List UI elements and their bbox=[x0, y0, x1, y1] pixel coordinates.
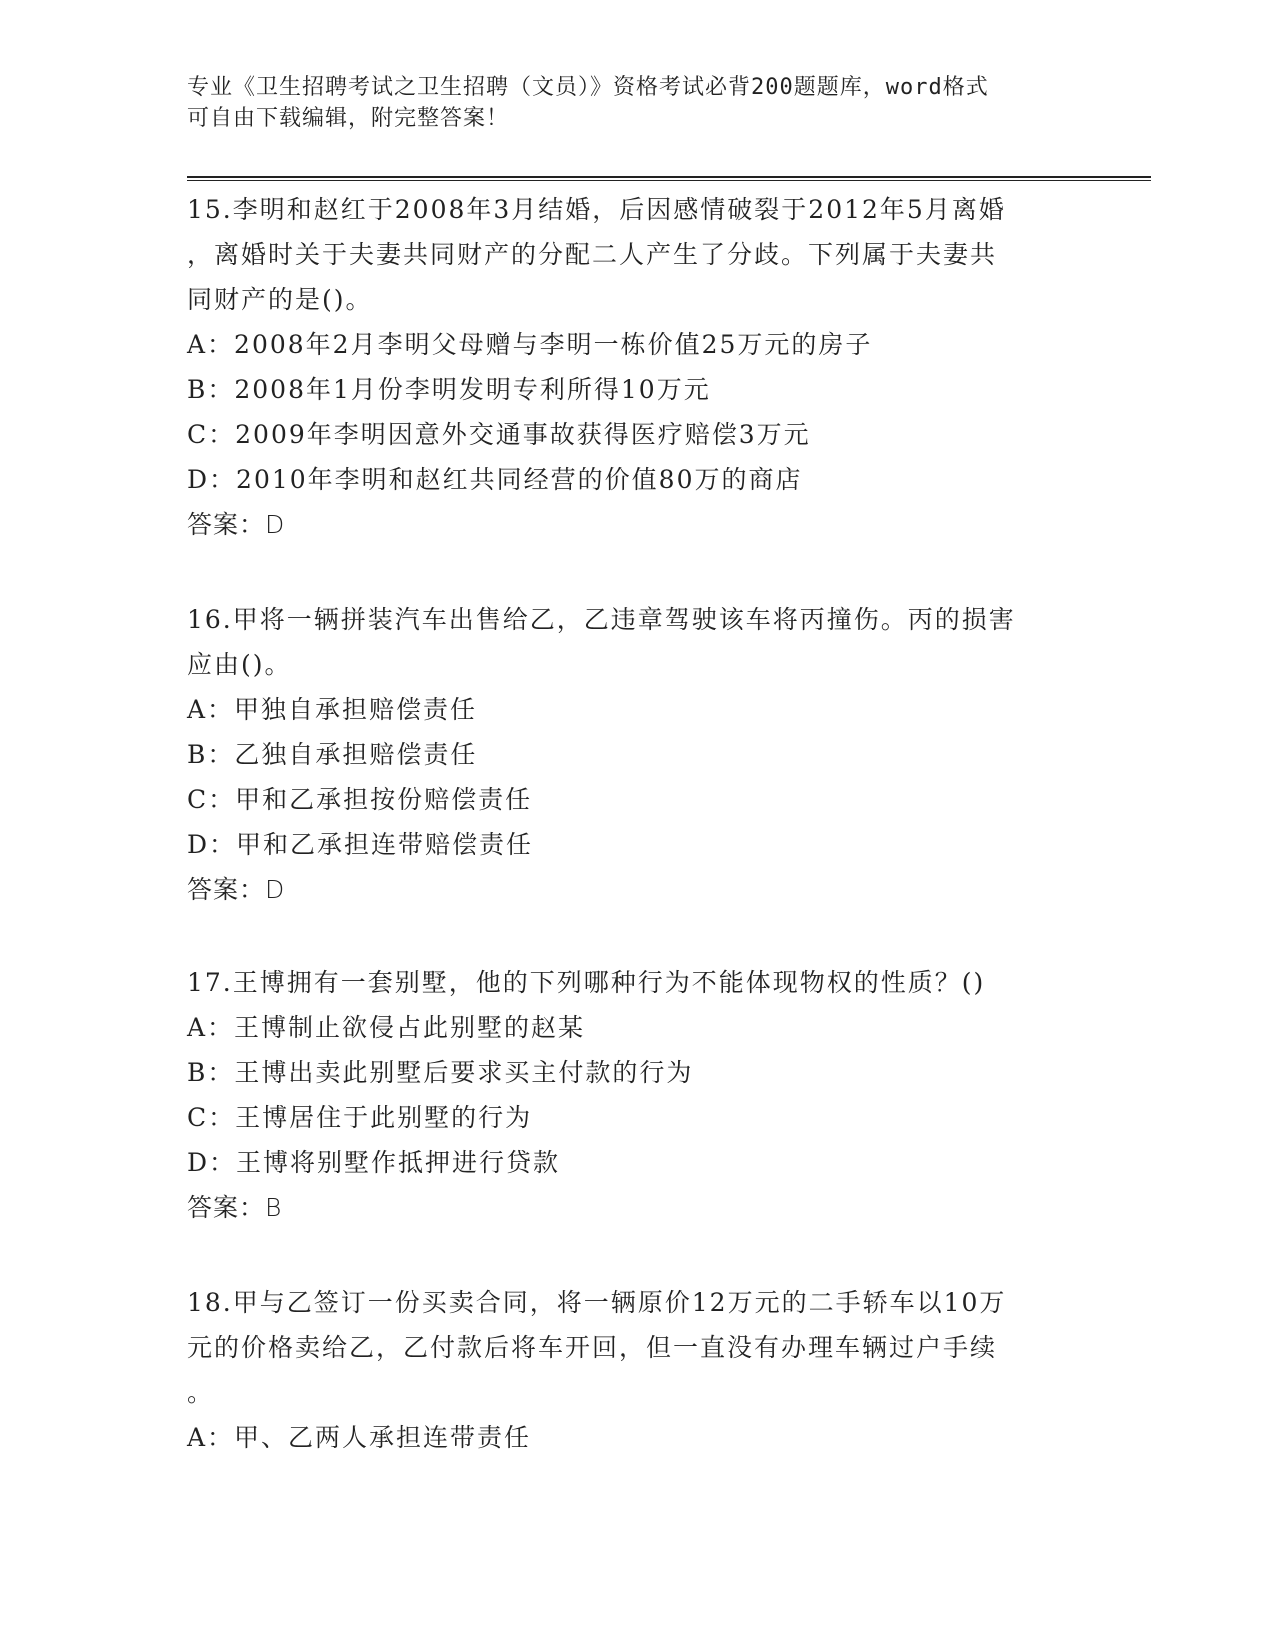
question-stem-line: 16.甲将一辆拼装汽车出售给乙，乙违章驾驶该车将丙撞伤。丙的损害 bbox=[187, 605, 1016, 634]
question-stem-line: 18.甲与乙签订一份买卖合同，将一辆原价12万元的二手轿车以10万 bbox=[187, 1288, 1007, 1317]
answer-line: 答案：D bbox=[187, 510, 286, 539]
answer-line: 答案：D bbox=[187, 875, 286, 904]
option-d: D：甲和乙承担连带赔偿责任 bbox=[187, 830, 534, 859]
question-17 bbox=[187, 960, 1067, 1230]
option-a: A：王博制止欲侵占此别墅的赵某 bbox=[187, 1013, 586, 1042]
document-header bbox=[187, 72, 1067, 134]
option-b: B：王博出卖此别墅后要求买主付款的行为 bbox=[187, 1058, 694, 1087]
question-16 bbox=[187, 597, 1067, 912]
question-stem-line: 15.李明和赵红于2008年3月结婚，后因感情破裂于2012年5月离婚 bbox=[187, 195, 1006, 224]
question-stem-line: 17.王博拥有一套别墅，他的下列哪种行为不能体现物权的性质？() bbox=[187, 968, 986, 997]
option-d: D：2010年李明和赵红共同经营的价值80万的商店 bbox=[187, 465, 803, 494]
option-a: A：甲、乙两人承担连带责任 bbox=[187, 1423, 532, 1452]
option-b: B：2008年1月份李明发明专利所得10万元 bbox=[187, 375, 711, 404]
option-d: D：王博将别墅作抵押进行贷款 bbox=[187, 1148, 561, 1177]
option-c: C：2009年李明因意外交通事故获得医疗赔偿3万元 bbox=[187, 420, 811, 449]
header-line-1: 专业《卫生招聘考试之卫生招聘（文员）》资格考试必背200题题库，word格式 bbox=[187, 75, 989, 100]
header-line-2: 可自由下载编辑，附完整答案！ bbox=[187, 106, 510, 131]
question-stem-line: 元的价格卖给乙，乙付款后将车开回，但一直没有办理车辆过户手续 bbox=[187, 1333, 998, 1362]
question-15 bbox=[187, 187, 1067, 547]
question-18 bbox=[187, 1280, 1067, 1460]
option-a: A：2008年2月李明父母赠与李明一栋价值25万元的房子 bbox=[187, 330, 873, 359]
question-stem-line: 。 bbox=[187, 1378, 215, 1407]
answer-line: 答案：B bbox=[187, 1193, 283, 1222]
option-b: B：乙独自承担赔偿责任 bbox=[187, 740, 478, 769]
option-c: C：甲和乙承担按份赔偿责任 bbox=[187, 785, 533, 814]
question-stem-line: 应由()。 bbox=[187, 650, 292, 679]
question-stem-line: 同财产的是()。 bbox=[187, 285, 373, 314]
header-divider bbox=[187, 176, 1151, 181]
option-a: A：甲独自承担赔偿责任 bbox=[187, 695, 478, 724]
option-c: C：王博居住于此别墅的行为 bbox=[187, 1103, 533, 1132]
question-stem-line: ，离婚时关于夫妻共同财产的分配二人产生了分歧。下列属于夫妻共 bbox=[187, 240, 998, 269]
